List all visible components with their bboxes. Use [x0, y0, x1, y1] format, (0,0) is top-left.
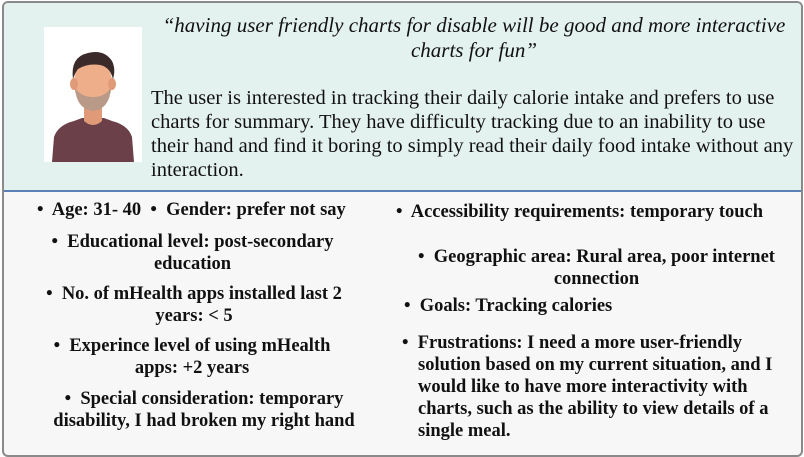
gender-item: Gender: prefer not say: [166, 200, 346, 220]
special-consideration-item: • Special consideration: temporary disability, I had broken my right hand: [53, 389, 355, 431]
age-item: Age: 31- 40: [51, 200, 142, 220]
experience-item: • Experince level of using mHealth apps: +2 years: [53, 336, 331, 378]
persona-header: [4, 3, 801, 190]
apps-installed-item: • No. of mHealth apps installed last 2 years: < 5: [46, 284, 342, 326]
education-item: • Educational level: post-secondary education: [51, 232, 334, 274]
persona-card: [2, 1, 803, 457]
age-gender-row: • Age: 31- 40 • Gender: prefer not say: [37, 200, 346, 220]
frustrations-item: • Frustrations: I need a more user-friendly solution based on my current situation, and I would like to have more interactivity with charts, such as the ability to view details of a single meal.: [402, 333, 773, 441]
geographic-item: • Geographic area: Rural area, poor internet connection: [418, 247, 775, 289]
accessibility-item: • Accessibility requirements: temporary touch: [396, 202, 764, 222]
persona-quote: “having user friendly charts for disable will be good and more interactive charts for fun”: [162, 13, 786, 62]
persona-description: The user is interested in tracking their daily calorie intake and prefers to use charts for summary. They have difficulty tracking due to an inability to use their hand and find it boring to simply read their daily food intake without any interaction.: [151, 87, 794, 181]
goals-item: • Goals: Tracking calories: [404, 296, 613, 316]
section-divider: [4, 190, 801, 192]
user-avatar-icon: [44, 27, 142, 162]
